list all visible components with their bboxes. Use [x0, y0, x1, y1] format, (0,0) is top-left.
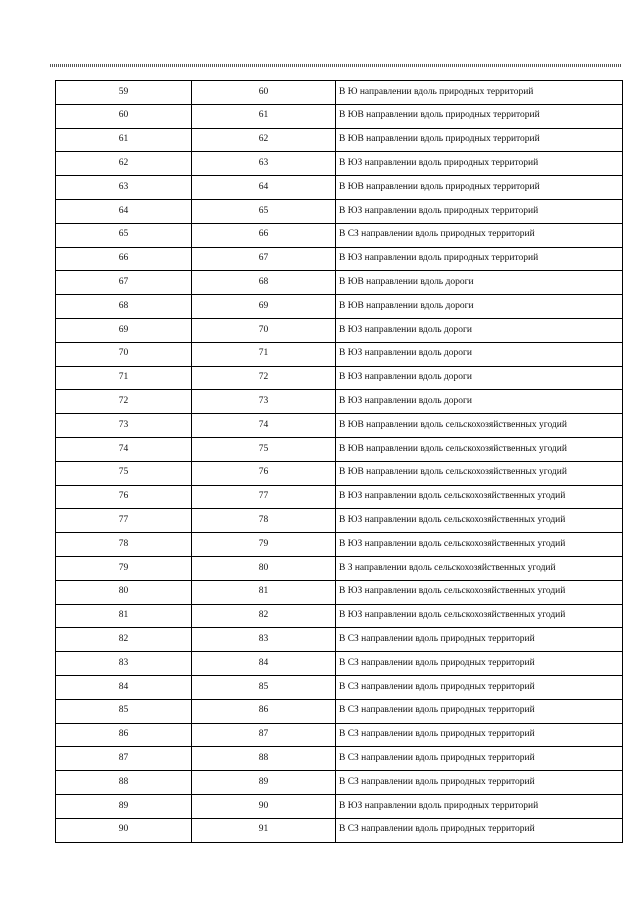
- from-point-cell: 77: [56, 509, 192, 533]
- table-row: [56, 628, 623, 652]
- from-point-cell: 61: [56, 128, 192, 152]
- from-point-cell: 76: [56, 485, 192, 509]
- from-point-cell: 72: [56, 390, 192, 414]
- table-row: [56, 723, 623, 747]
- header-rule: [50, 64, 622, 67]
- direction-description-cell: В ЮЗ направлении вдоль сельскохозяйственных угодий: [336, 509, 623, 533]
- to-point-cell: 79: [192, 533, 336, 557]
- from-point-cell: 65: [56, 223, 192, 247]
- to-point-cell: 90: [192, 794, 336, 818]
- to-point-cell: 83: [192, 628, 336, 652]
- direction-description-cell: В ЮЗ направлении вдоль сельскохозяйственных угодий: [336, 533, 623, 557]
- boundary-table-container: [55, 80, 622, 843]
- direction-description-cell: В СЗ направлении вдоль природных территорий: [336, 675, 623, 699]
- table-row: [56, 152, 623, 176]
- to-point-cell: 66: [192, 223, 336, 247]
- from-point-cell: 87: [56, 747, 192, 771]
- table-row: [56, 199, 623, 223]
- direction-description-cell: В СЗ направлении вдоль природных территорий: [336, 771, 623, 795]
- from-point-cell: 79: [56, 556, 192, 580]
- to-point-cell: 88: [192, 747, 336, 771]
- from-point-cell: 80: [56, 580, 192, 604]
- to-point-cell: 74: [192, 414, 336, 438]
- from-point-cell: 85: [56, 699, 192, 723]
- table-row: [56, 747, 623, 771]
- table-row: [56, 675, 623, 699]
- table-row: [56, 176, 623, 200]
- to-point-cell: 75: [192, 437, 336, 461]
- table-row: [56, 128, 623, 152]
- direction-description-cell: В ЮЗ направлении вдоль природных территорий: [336, 247, 623, 271]
- from-point-cell: 81: [56, 604, 192, 628]
- to-point-cell: 61: [192, 104, 336, 128]
- direction-description-cell: В ЮЗ направлении вдоль природных территорий: [336, 199, 623, 223]
- direction-description-cell: В СЗ направлении вдоль природных территорий: [336, 652, 623, 676]
- to-point-cell: 68: [192, 271, 336, 295]
- table-row: [56, 818, 623, 842]
- to-point-cell: 63: [192, 152, 336, 176]
- direction-description-cell: В ЮЗ направлении вдоль дороги: [336, 318, 623, 342]
- table-row: [56, 81, 623, 105]
- to-point-cell: 71: [192, 342, 336, 366]
- table-row: [56, 533, 623, 557]
- from-point-cell: 78: [56, 533, 192, 557]
- direction-description-cell: В ЮВ направлении вдоль природных территорий: [336, 128, 623, 152]
- from-point-cell: 73: [56, 414, 192, 438]
- table-row: [56, 509, 623, 533]
- to-point-cell: 62: [192, 128, 336, 152]
- direction-description-cell: В ЮЗ направлении вдоль природных территорий: [336, 152, 623, 176]
- from-point-cell: 63: [56, 176, 192, 200]
- table-row: [56, 437, 623, 461]
- to-point-cell: 89: [192, 771, 336, 795]
- direction-description-cell: В ЮВ направлении вдоль сельскохозяйственных угодий: [336, 437, 623, 461]
- table-row: [56, 104, 623, 128]
- from-point-cell: 89: [56, 794, 192, 818]
- table-row: [56, 271, 623, 295]
- table-row: [56, 604, 623, 628]
- from-point-cell: 68: [56, 295, 192, 319]
- from-point-cell: 62: [56, 152, 192, 176]
- to-point-cell: 69: [192, 295, 336, 319]
- to-point-cell: 84: [192, 652, 336, 676]
- table-row: [56, 366, 623, 390]
- direction-description-cell: В ЮЗ направлении вдоль сельскохозяйственных угодий: [336, 485, 623, 509]
- table-row: [56, 652, 623, 676]
- table-row: [56, 414, 623, 438]
- direction-description-cell: В ЮВ направлении вдоль природных территорий: [336, 104, 623, 128]
- direction-description-cell: В ЮВ направлении вдоль дороги: [336, 271, 623, 295]
- from-point-cell: 66: [56, 247, 192, 271]
- direction-description-cell: В ЮЗ направлении вдоль природных территорий: [336, 794, 623, 818]
- to-point-cell: 91: [192, 818, 336, 842]
- direction-description-cell: В ЮЗ направлении вдоль сельскохозяйственных угодий: [336, 580, 623, 604]
- from-point-cell: 74: [56, 437, 192, 461]
- direction-description-cell: В ЮВ направлении вдоль природных территорий: [336, 176, 623, 200]
- from-point-cell: 83: [56, 652, 192, 676]
- direction-description-cell: В СЗ направлении вдоль природных территорий: [336, 818, 623, 842]
- to-point-cell: 70: [192, 318, 336, 342]
- direction-description-cell: В Ю направлении вдоль природных территорий: [336, 81, 623, 105]
- table-body: [56, 81, 623, 843]
- table-row: [56, 318, 623, 342]
- to-point-cell: 78: [192, 509, 336, 533]
- to-point-cell: 86: [192, 699, 336, 723]
- direction-description-cell: В ЮЗ направлении вдоль сельскохозяйственных угодий: [336, 604, 623, 628]
- table-row: [56, 580, 623, 604]
- from-point-cell: 86: [56, 723, 192, 747]
- from-point-cell: 59: [56, 81, 192, 105]
- from-point-cell: 69: [56, 318, 192, 342]
- from-point-cell: 64: [56, 199, 192, 223]
- direction-description-cell: В ЮВ направлении вдоль сельскохозяйственных угодий: [336, 461, 623, 485]
- to-point-cell: 65: [192, 199, 336, 223]
- direction-description-cell: В ЮВ направлении вдоль сельскохозяйственных угодий: [336, 414, 623, 438]
- to-point-cell: 81: [192, 580, 336, 604]
- from-point-cell: 60: [56, 104, 192, 128]
- table-row: [56, 461, 623, 485]
- to-point-cell: 67: [192, 247, 336, 271]
- from-point-cell: 70: [56, 342, 192, 366]
- to-point-cell: 80: [192, 556, 336, 580]
- direction-description-cell: В ЮЗ направлении вдоль дороги: [336, 390, 623, 414]
- direction-description-cell: В СЗ направлении вдоль природных территорий: [336, 723, 623, 747]
- from-point-cell: 71: [56, 366, 192, 390]
- direction-description-cell: В З направлении вдоль сельскохозяйственных угодий: [336, 556, 623, 580]
- from-point-cell: 84: [56, 675, 192, 699]
- from-point-cell: 82: [56, 628, 192, 652]
- table-row: [56, 699, 623, 723]
- to-point-cell: 87: [192, 723, 336, 747]
- from-point-cell: 90: [56, 818, 192, 842]
- direction-description-cell: В СЗ направлении вдоль природных территорий: [336, 223, 623, 247]
- direction-description-cell: В СЗ направлении вдоль природных территорий: [336, 628, 623, 652]
- to-point-cell: 76: [192, 461, 336, 485]
- from-point-cell: 75: [56, 461, 192, 485]
- direction-description-cell: В СЗ направлении вдоль природных территорий: [336, 699, 623, 723]
- to-point-cell: 72: [192, 366, 336, 390]
- table-row: [56, 794, 623, 818]
- to-point-cell: 60: [192, 81, 336, 105]
- table-row: [56, 485, 623, 509]
- table-row: [56, 556, 623, 580]
- table-row: [56, 771, 623, 795]
- to-point-cell: 82: [192, 604, 336, 628]
- table-row: [56, 295, 623, 319]
- direction-description-cell: В ЮВ направлении вдоль дороги: [336, 295, 623, 319]
- table-row: [56, 342, 623, 366]
- to-point-cell: 85: [192, 675, 336, 699]
- to-point-cell: 73: [192, 390, 336, 414]
- table-row: [56, 390, 623, 414]
- table-row: [56, 223, 623, 247]
- table-row: [56, 247, 623, 271]
- direction-description-cell: В СЗ направлении вдоль природных территорий: [336, 747, 623, 771]
- to-point-cell: 64: [192, 176, 336, 200]
- from-point-cell: 67: [56, 271, 192, 295]
- boundary-table: [55, 80, 623, 843]
- from-point-cell: 88: [56, 771, 192, 795]
- direction-description-cell: В ЮЗ направлении вдоль дороги: [336, 366, 623, 390]
- direction-description-cell: В ЮЗ направлении вдоль дороги: [336, 342, 623, 366]
- to-point-cell: 77: [192, 485, 336, 509]
